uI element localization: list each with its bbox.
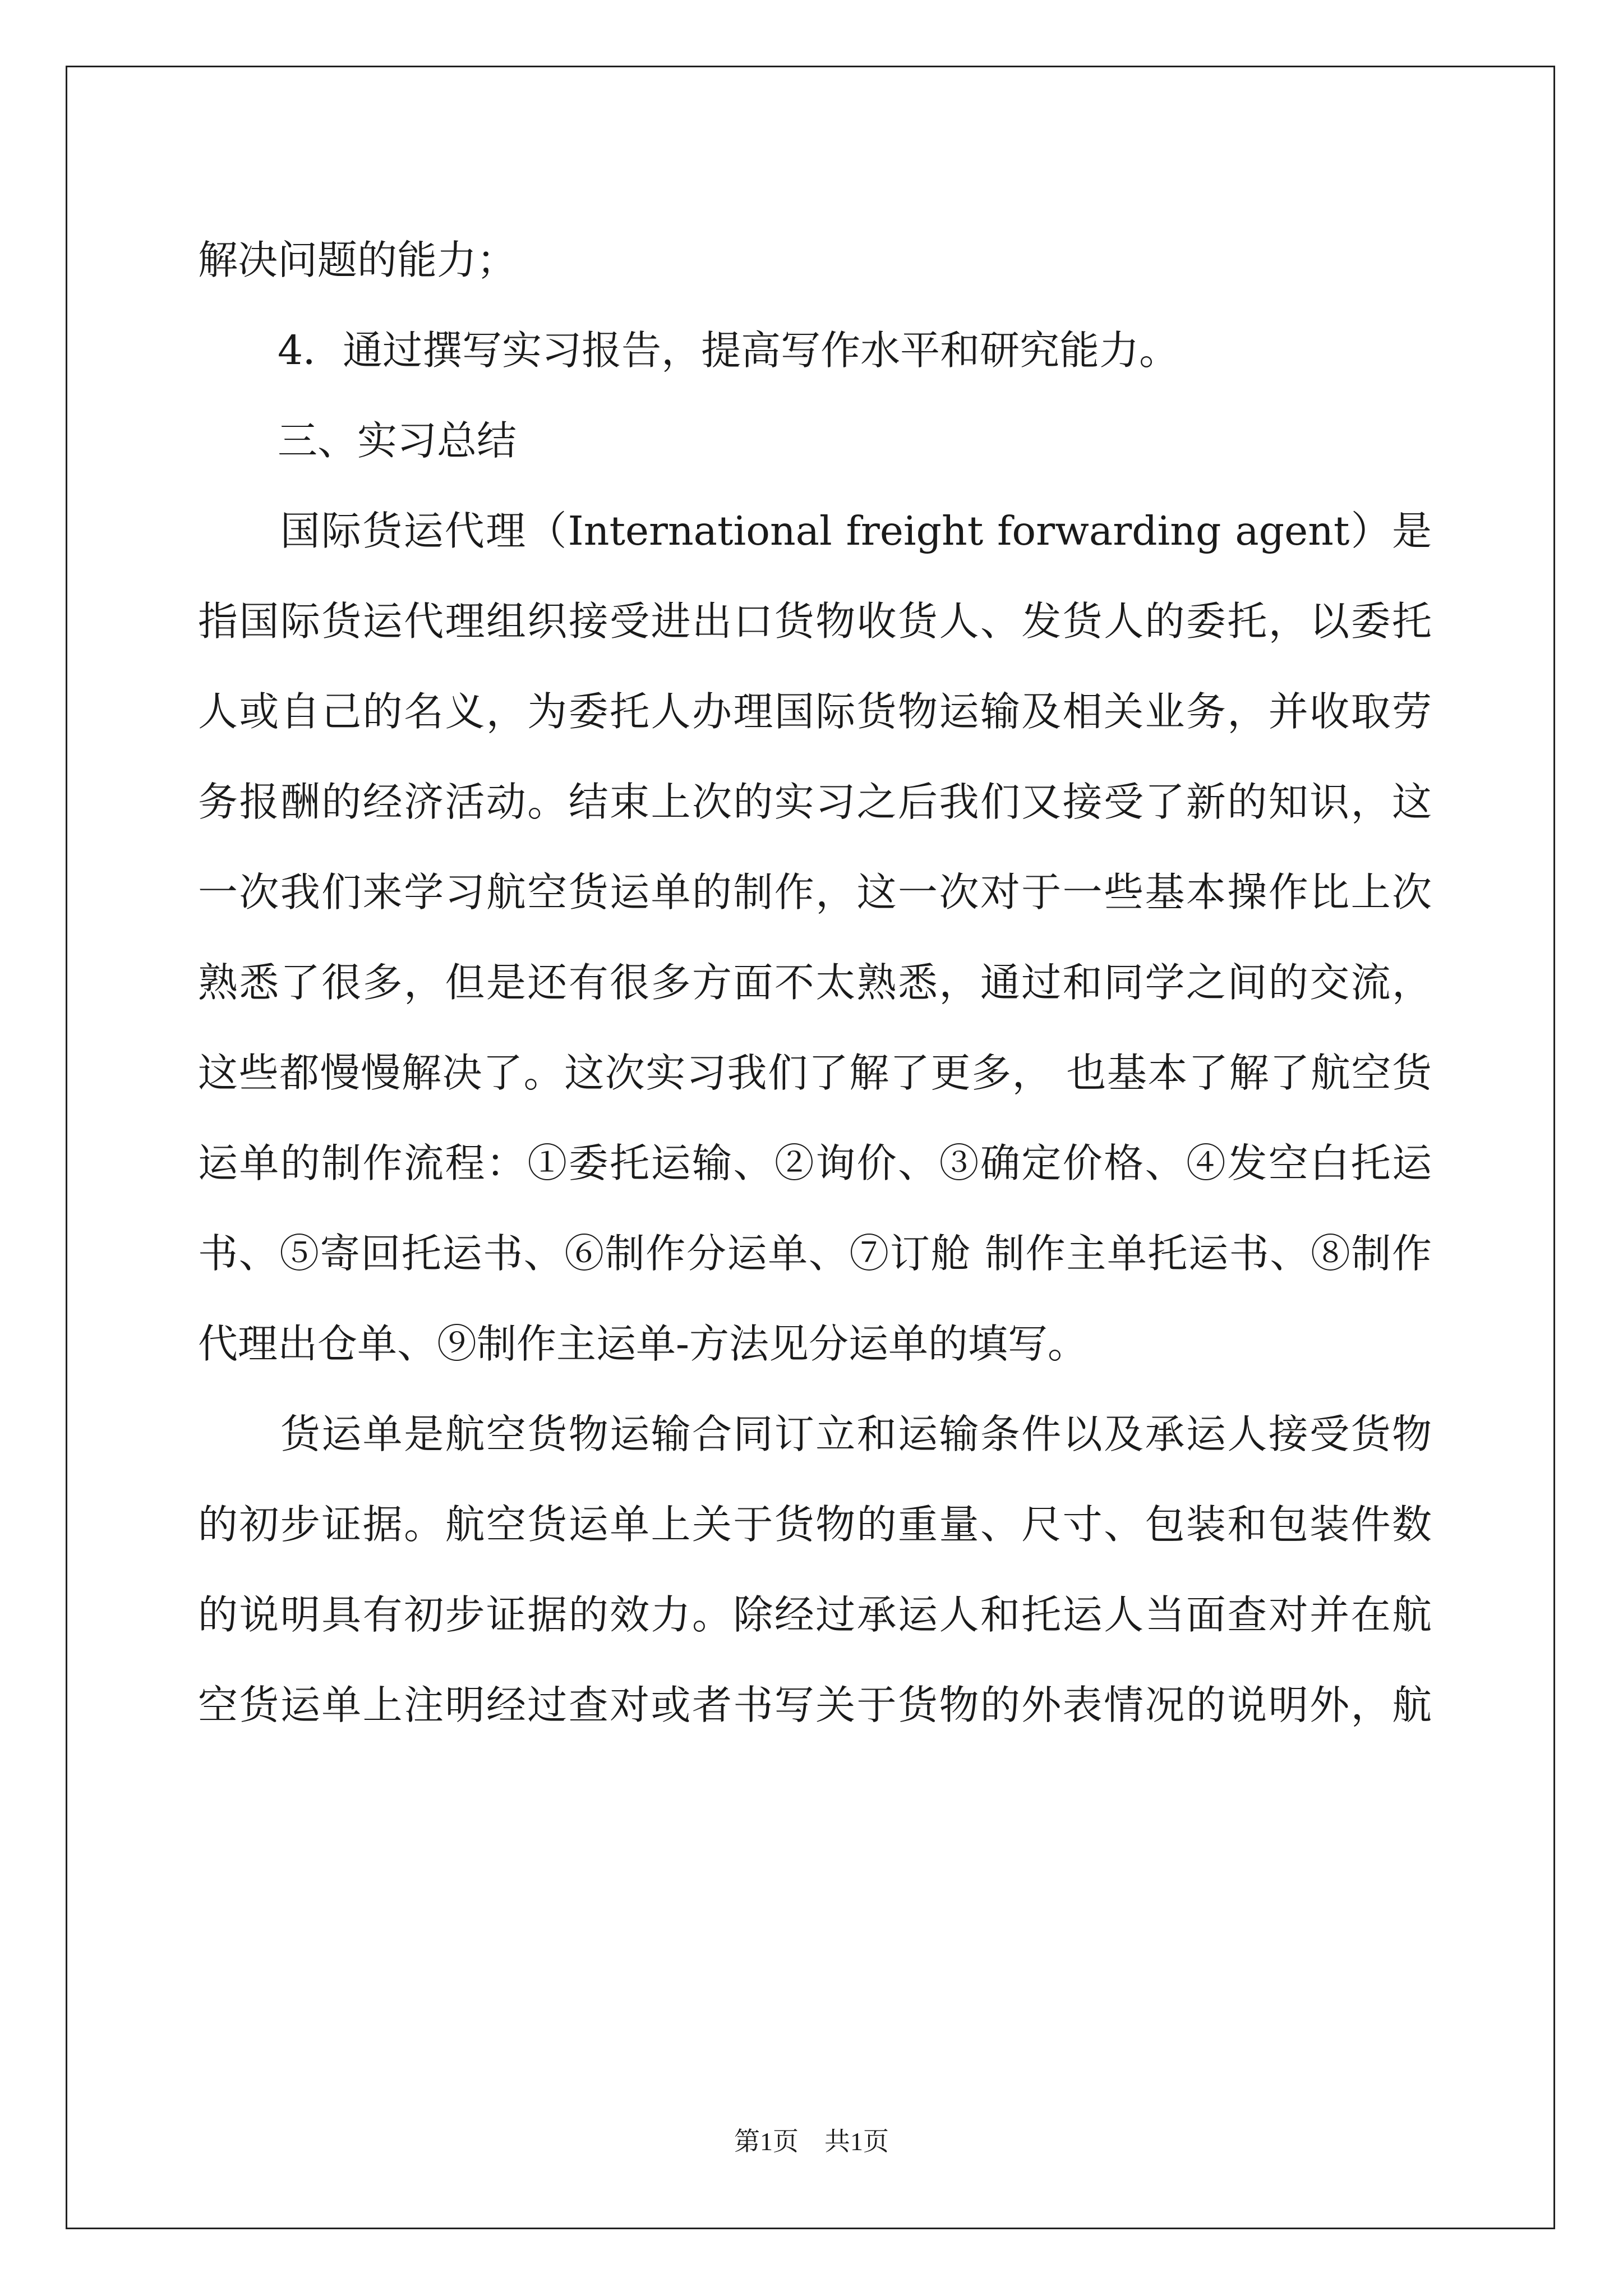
section-heading: 三、实习总结	[198, 417, 517, 464]
text-line: 熟悉了很多，但是还有很多方面不太熟悉，通过和同学之间的交流，	[198, 959, 1432, 1006]
text-line: 这些都慢慢解决了。这次实习我们了解了更多， 也基本了解了航空货	[198, 1050, 1432, 1096]
text-line: 人或自己的名义，为委托人办理国际货物运输及相关业务，并收取劳	[198, 688, 1432, 735]
text-line: 运单的制作流程：①委托运输、②询价、③确定价格、④发空白托运	[198, 1140, 1432, 1186]
page-number-footer: 第1页 共1页	[734, 2127, 889, 2156]
text-line: 的说明具有初步证据的效力。除经过承运人和托运人当面查对并在航	[198, 1591, 1432, 1638]
text-line: 货运单是航空货物运输合同订立和运输条件以及承运人接受货物	[198, 1411, 1432, 1457]
text-line: 代理出仓单、⑨制作主运单-方法见分运单的填写。	[198, 1320, 1087, 1367]
text-line: 的初步证据。航空货运单上关于货物的重量、尺寸、包装和包装件数	[198, 1501, 1432, 1548]
text-line: 4．通过撰写实习报告，提高写作水平和研究能力。	[198, 327, 1179, 374]
text-line: 务报酬的经济活动。结束上次的实习之后我们又接受了新的知识，这	[198, 779, 1432, 825]
text-line: 国际货运代理（International freight forwarding agent）是	[198, 508, 1432, 554]
text-line: 一次我们来学习航空货运单的制作，这一次对于一些基本操作比上次	[198, 869, 1432, 915]
document-body	[198, 215, 1432, 1750]
text-line: 空货运单上注明经过查对或者书写关于货物的外表情况的说明外，航	[198, 1682, 1432, 1728]
text-line: 解决问题的能力；	[198, 237, 517, 283]
text-line: 指国际货运代理组织接受进出口货物收货人、发货人的委托，以委托	[198, 598, 1432, 645]
text-line: 书、⑤寄回托运书、⑥制作分运单、⑦订舱 制作主单托运书、⑧制作	[198, 1230, 1432, 1277]
